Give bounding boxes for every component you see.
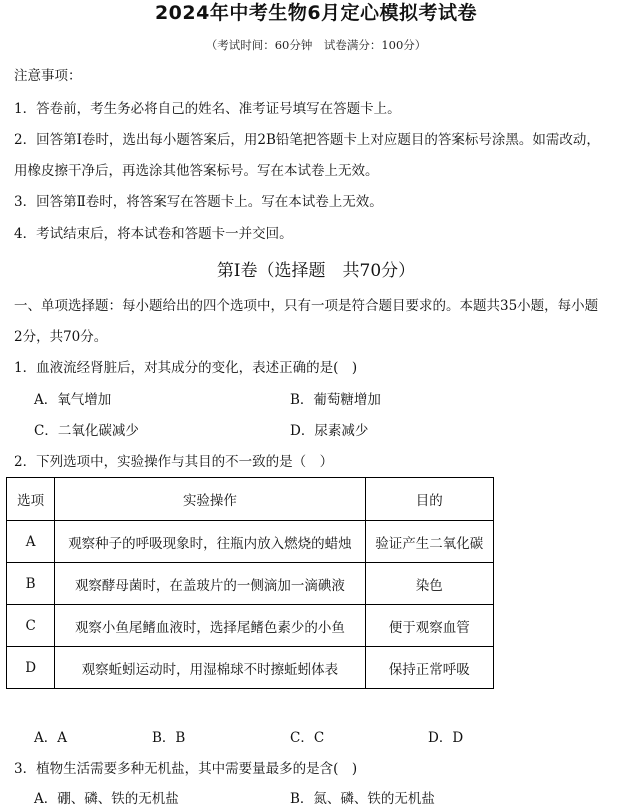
section-instruction: 一、单项选择题：每小题给出的四个选项中，只有一项是符合题目要求的。本题共35小题，每小题 [14,298,599,314]
table-cell: 验证产生二氧化碳 [365,521,493,563]
table-row [7,563,494,605]
notice-heading: 注意事项： [14,68,82,84]
exam-meta: （考试时间：60分钟 试卷满分：100分） [205,38,427,52]
question-1-option-d: D．尿素减少 [290,423,369,439]
question-2-option-c: C．C [290,730,325,746]
question-2-stem: 2．下列选项中，实验操作与其目的不一致的是（ ） [14,454,334,470]
table-cell: 观察种子的呼吸现象时，往瓶内放入燃烧的蜡烛 [55,521,365,563]
experiment-table [6,477,494,689]
table-cell: A [7,521,55,563]
table-cell: 保持正常呼吸 [365,647,493,689]
table-cell: 观察小鱼尾鳍血液时，选择尾鳍色素少的小鱼 [55,605,365,647]
question-3-stem: 3．植物生活需要多种无机盐，其中需要量最多的是含( ) [14,761,358,777]
notice-item-2: 2．回答第Ⅰ卷时，选出每小题答案后，用2B铅笔把答题卡上对应题目的答案标号涂黑。如需改动， [14,132,600,148]
table-row [7,605,494,647]
question-1-stem: 1．血液流经肾脏后，对其成分的变化，表述正确的是( ) [14,360,358,376]
section-instruction-cont: 2分，共70分。 [14,329,108,345]
question-2-option-b: B．B [152,730,186,746]
table-cell: D [7,647,55,689]
table-header-row [7,478,494,521]
question-1-option-b: B．葡萄糖增加 [290,392,381,408]
notice-item-1: 1．答卷前，考生务必将自己的姓名、准考证号填写在答题卡上。 [14,101,401,117]
question-2-option-d: D．D [428,730,464,746]
question-1-option-a: A．氧气增加 [34,392,112,408]
notice-item-2-cont: 用橡皮擦干净后，再选涂其他答案标号。写在本试卷上无效。 [14,163,379,179]
notice-item-3: 3．回答第Ⅱ卷时，将答案写在答题卡上。写在本试卷上无效。 [14,194,383,210]
table-cell: 观察蚯蚓运动时，用湿棉球不时擦蚯蚓体表 [55,647,365,689]
notice-item-4: 4．考试结束后，将本试卷和答题卡一并交回。 [14,226,293,242]
question-3-option-b: B．氮、磷、铁的无机盐 [290,791,435,807]
section-title: 第Ⅰ卷（选择题 共70分） [216,261,416,281]
table-cell: 染色 [365,563,493,605]
table-cell: C [7,605,55,647]
table-header-purpose: 目的 [365,478,493,521]
page-title: 2024年中考生物6月定心模拟考试卷 [154,2,478,24]
question-2-option-a: A．A [34,730,67,746]
table-row [7,521,494,563]
table-header-operation: 实验操作 [55,478,365,521]
table-header-option: 选项 [7,478,55,521]
question-3-option-a: A．硼、磷、铁的无机盐 [34,791,179,807]
table-cell: 便于观察血管 [365,605,493,647]
table-row [7,647,494,689]
table-cell: 观察酵母菌时，在盖玻片的一侧滴加一滴碘液 [55,563,365,605]
question-1-option-c: C．二氧化碳减少 [34,423,139,439]
table-cell: B [7,563,55,605]
